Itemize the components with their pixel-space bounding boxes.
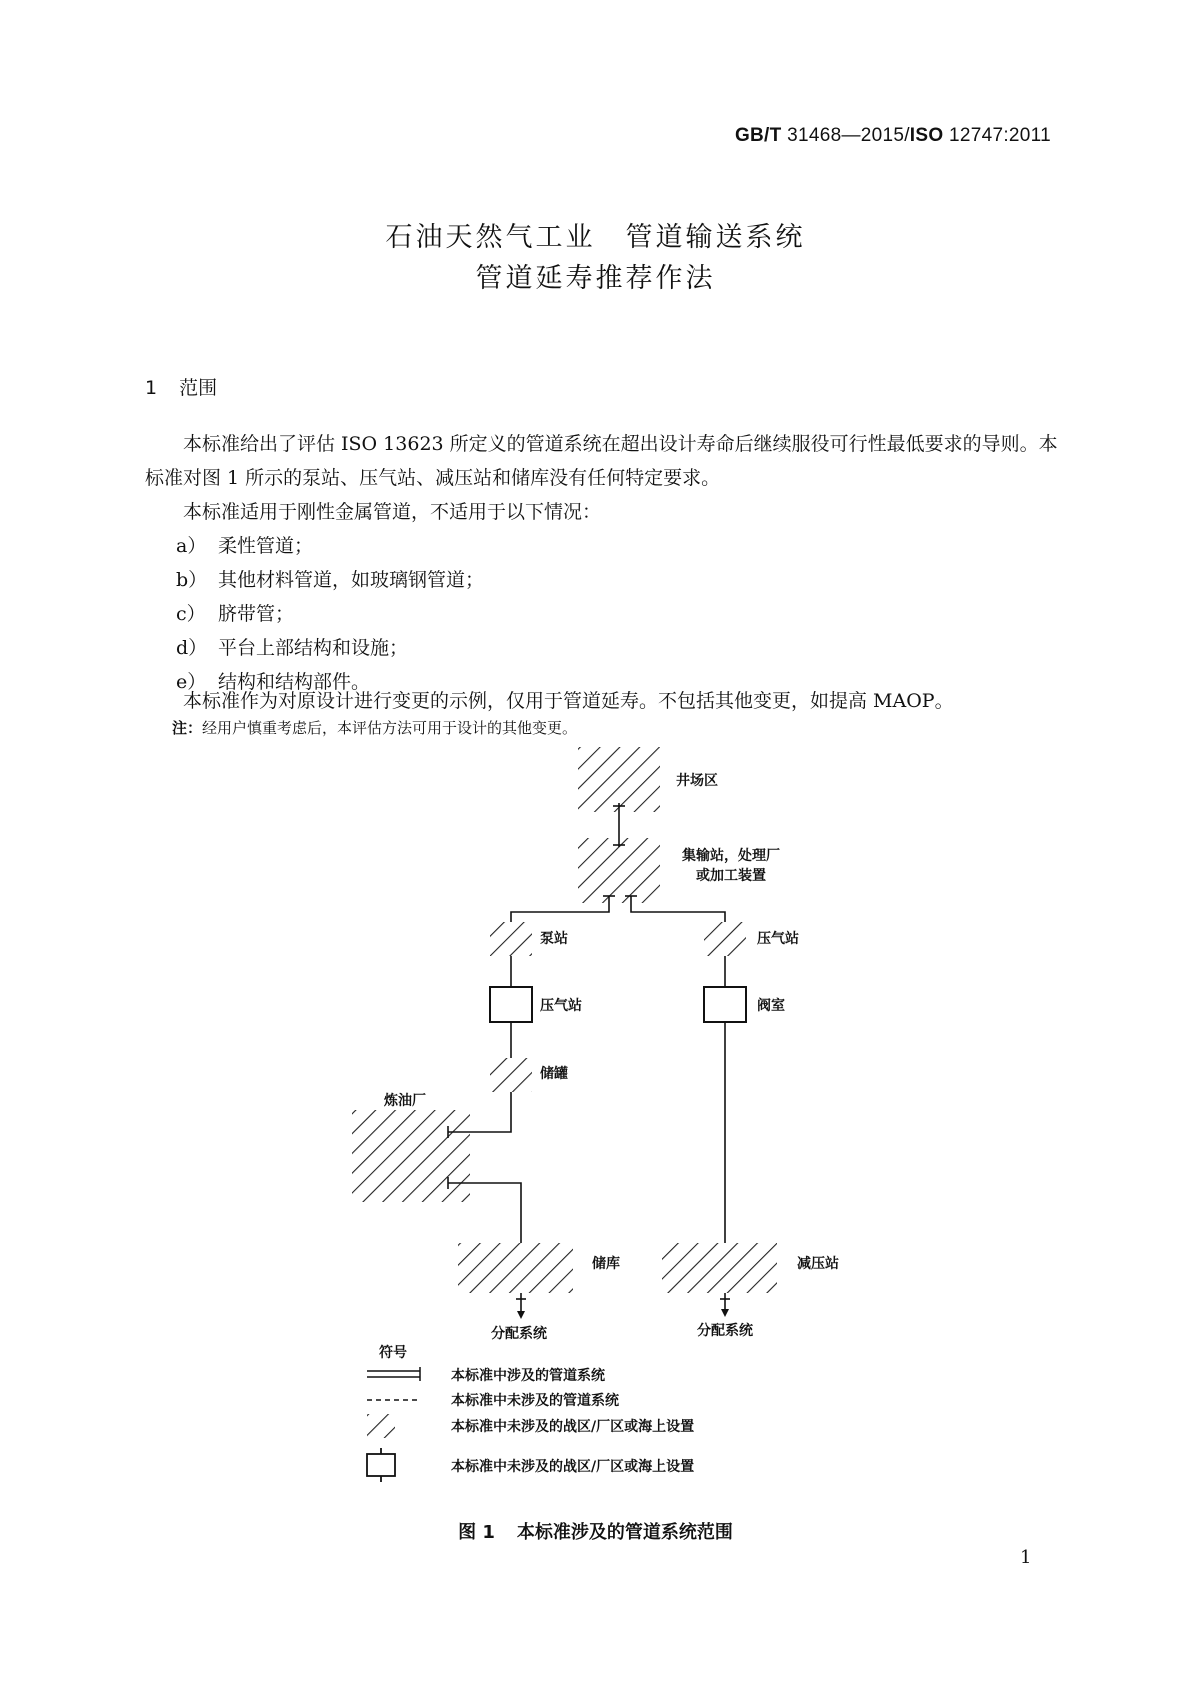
hatched-area-pressure-reducing [662, 1243, 777, 1293]
standard-number-end: 12747:2011 [943, 125, 1051, 146]
note-text: 经用户慎重考虑后，本评估方法可用于设计的其他变更。 [202, 719, 578, 737]
legend-hatched-symbol [367, 1414, 395, 1438]
list-item-text: 结构和结构部件。 [218, 671, 371, 693]
list-item-text: 柔性管道； [218, 535, 314, 557]
legend-dashed-line-text: 本标准中未涉及的管道系统 [451, 1393, 619, 1409]
label-tank: 储罐 [540, 1066, 568, 1082]
section-title: 范围 [179, 377, 218, 399]
list-item-label: b） [176, 569, 208, 591]
label-refinery: 炼油厂 [384, 1093, 426, 1109]
legend-solid-line-symbol [367, 1367, 420, 1381]
label-storage: 储库 [592, 1256, 620, 1272]
box-valve-room [704, 987, 746, 1022]
label-compressor-left: 压气站 [540, 998, 582, 1014]
page-number: 1 [1020, 1547, 1032, 1568]
hatched-area-tank [490, 1058, 532, 1092]
figure-number: 图 1 [458, 1522, 495, 1543]
hatched-area-pump-station [490, 922, 532, 956]
legend-solid-line-text: 本标准中涉及的管道系统 [451, 1368, 605, 1384]
note-label: 注： [172, 719, 203, 737]
document-title-line1: 石油天然气工业 管道输送系统 [385, 222, 806, 253]
paragraph-applicability: 本标准适用于刚性金属管道，不适用于以下情况： [183, 501, 602, 523]
hatched-area-compressor-right [704, 922, 746, 956]
list-item-label: e） [176, 671, 207, 693]
legend-box-symbol [367, 1448, 395, 1482]
list-item-label: a） [176, 535, 207, 557]
hatched-area-wellsite [578, 747, 660, 812]
standard-code-gbt: GB/T [734, 125, 782, 146]
label-gathering-line1: 集输站，处理厂 [682, 848, 780, 864]
hatched-area-refinery [352, 1110, 470, 1202]
legend-hatched-text: 本标准中未涉及的战区/厂区或海上设置 [451, 1419, 695, 1435]
box-compressor-left [490, 987, 532, 1022]
legend-title: 符号 [379, 1345, 407, 1361]
list-item-text: 平台上部结构和设施； [218, 637, 409, 659]
hatched-area-gathering [578, 838, 660, 903]
label-compressor-right: 压气站 [757, 931, 799, 947]
paragraph-extension-only: 本标准作为对原设计进行变更的示例，仅用于管道延寿。不包括其他变更，如提高 MAOP。 [183, 690, 954, 712]
label-gathering-line2: 或加工装置 [696, 868, 766, 884]
paragraph-scope-intro: 本标准给出了评估 ISO 13623 所定义的管道系统在超出设计寿命后继续服役可行性最低要求的导则。本标准对图 1 所示的泵站、压气站、减压站和储库没有任何特定要求。 [145, 433, 1058, 489]
arrow-distribution-right [721, 1309, 729, 1317]
list-item-label: c） [176, 603, 206, 625]
label-distribution-left: 分配系统 [491, 1326, 547, 1342]
legend-box-text: 本标准中未涉及的战区/厂区或海上设置 [451, 1459, 695, 1475]
standard-number-mid: 31468—2015/ [781, 125, 910, 146]
label-valve-room: 阀室 [757, 998, 785, 1014]
label-wellsite: 井场区 [676, 773, 718, 789]
section-number: 1 [145, 377, 158, 399]
arrow-distribution-left [517, 1311, 525, 1319]
figure-caption [0, 1518, 1191, 1544]
list-item-text: 其他材料管道，如玻璃钢管道； [218, 569, 485, 591]
list-item-text: 脐带管； [218, 603, 295, 625]
figure-caption-text: 本标准涉及的管道系统范围 [516, 1522, 733, 1543]
label-pump-station: 泵站 [540, 931, 568, 947]
label-pressure-reducing: 减压站 [797, 1256, 839, 1272]
hatched-area-storage [458, 1243, 573, 1293]
document-title-line2: 管道延寿推荐作法 [475, 263, 716, 294]
label-distribution-right: 分配系统 [697, 1323, 753, 1339]
standard-code-iso: ISO [909, 125, 944, 146]
list-item-label: d） [176, 637, 208, 659]
